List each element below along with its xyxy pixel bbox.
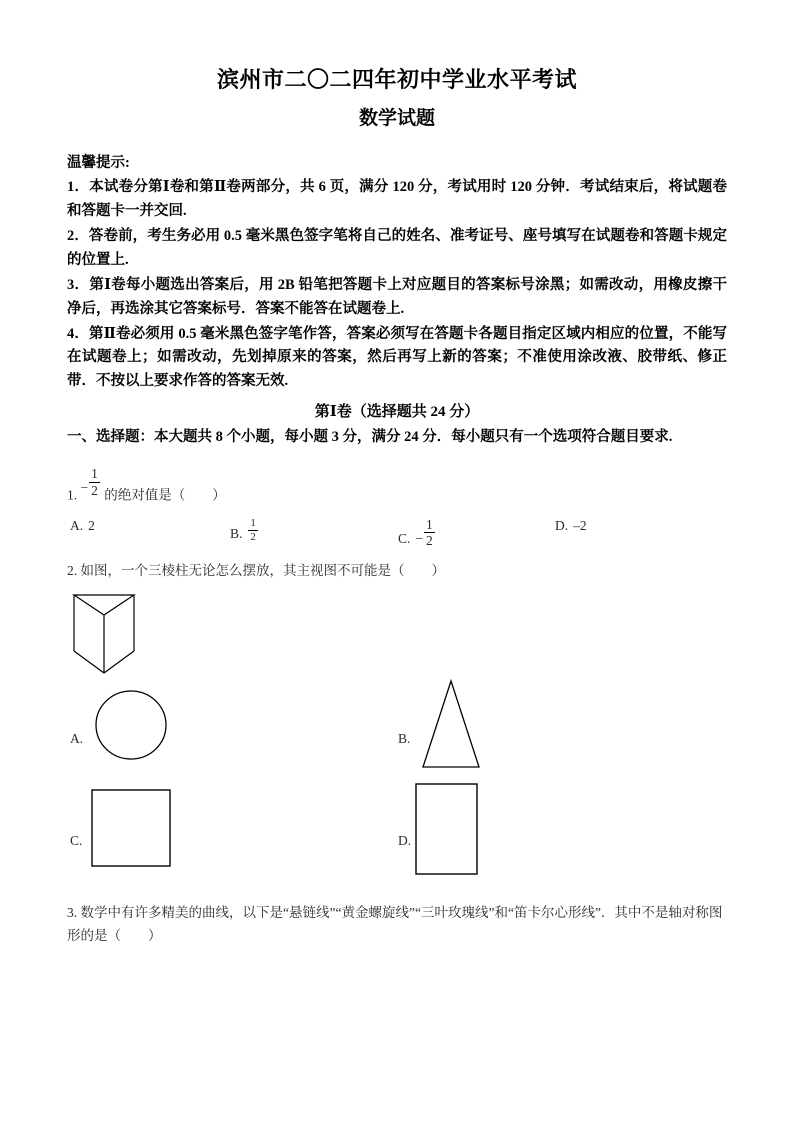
question-2-figure xyxy=(67,589,727,681)
question-2-option-d-label[interactable]: D. xyxy=(398,832,412,848)
juan-one-header: 第Ⅰ卷（选择题共 24 分） xyxy=(314,404,480,421)
question-1-option-b[interactable] xyxy=(230,518,259,543)
question-1-option-b-label: B. xyxy=(230,525,243,541)
question-2-option-b-label[interactable]: B. xyxy=(398,730,411,746)
question-1-option-c-sign: − xyxy=(415,530,424,546)
question-1-stem-tail: 的绝对值是（ ） xyxy=(104,487,226,503)
circle-icon[interactable] xyxy=(93,687,169,763)
tall-rectangle-icon[interactable] xyxy=(415,783,481,879)
question-1-fraction-numerator: 1 xyxy=(91,466,98,482)
page-subtitle: 数学试题 xyxy=(358,108,435,130)
question-2-option-a-label[interactable]: A. xyxy=(70,730,84,746)
question-1-fraction-denominator: 2 xyxy=(91,482,98,498)
section-instruction: 一、选择题：本大题共 8 个小题，每小题 3 分，满分 24 分．每小题只有一个选项符合题目要求. xyxy=(67,428,673,445)
question-1-option-b-fraction: $\frac{1}{2}$ xyxy=(250,516,256,543)
question-2-option-c-label[interactable]: C. xyxy=(70,832,83,848)
question-1-option-c-label: C. xyxy=(398,530,411,546)
notice-heading: 温馨提示: xyxy=(67,155,130,172)
question-1-option-c[interactable] xyxy=(398,518,436,548)
question-1-option-a-value: 2 xyxy=(88,517,95,533)
notice-item-3: 3．第Ⅰ卷每小题选出答案后，用 2B 铅笔把答题卡上对应题目的答案标号涂黑；如需改动，用橡皮擦干净后，再选涂其它答案标号．答案不能答在试题卷上. xyxy=(67,277,727,317)
question-1-number: 1. xyxy=(67,487,78,503)
page-title: 滨州市二〇二四年初中学业水平考试 xyxy=(216,67,577,92)
question-1-option-c-fraction: $\frac{1}{2}$ xyxy=(426,516,433,549)
notice-item-4: 4．第Ⅱ卷必须用 0.5 毫米黑色签字笔作答，答案必须写在答题卡各题目指定区域内相应的位置，不能写在试题卷上；如需改动，先划掉原来的答案，然后再写上新的答案；不准使用涂改液、胶带纸、修正带．不按以上要求作答的答案无效. xyxy=(67,326,727,389)
question-1-option-a-label: A. xyxy=(70,517,84,533)
triangle-icon[interactable] xyxy=(415,677,487,773)
question-2-options-row-1 xyxy=(67,681,727,781)
question-1-fraction xyxy=(81,467,101,500)
page-content xyxy=(67,0,727,948)
question-1-option-a[interactable] xyxy=(70,518,95,534)
question-1-option-d-value: –2 xyxy=(573,517,587,533)
notice-item-2: 2．答卷前，考生务必用 0.5 毫米黑色签字笔将自己的姓名、准考证号、座号填写在试题卷和答题卡规定的位置上. xyxy=(67,228,727,268)
question-1-option-d-label: D. xyxy=(555,517,569,533)
question-1-options xyxy=(67,518,727,554)
question-2-stem: 2. 如图，一个三棱柱无论怎么摆放，其主视图不可能是（ ） xyxy=(67,562,445,578)
question-1-stem xyxy=(67,467,727,507)
notice-item-1: 1．本试卷分第Ⅰ卷和第Ⅱ卷两部分，共 6 页，满分 120 分，考试用时 120 分钟．考试结束后，将试题卷和答题卡一并交回. xyxy=(67,179,727,219)
question-2-options-row-2 xyxy=(67,785,727,890)
question-1-option-d[interactable] xyxy=(555,518,587,534)
question-3-stem: 3. 数学中有许多精美的曲线，以下是“悬链线”“黄金螺旋线”“三叶玫瑰线”和“笛卡尔心形线”．其中不是轴对称图形的是（ ） xyxy=(67,904,723,943)
triangular-prism-icon xyxy=(69,589,139,679)
square-icon[interactable] xyxy=(91,789,173,871)
question-1-fraction-sign: − xyxy=(80,480,89,496)
